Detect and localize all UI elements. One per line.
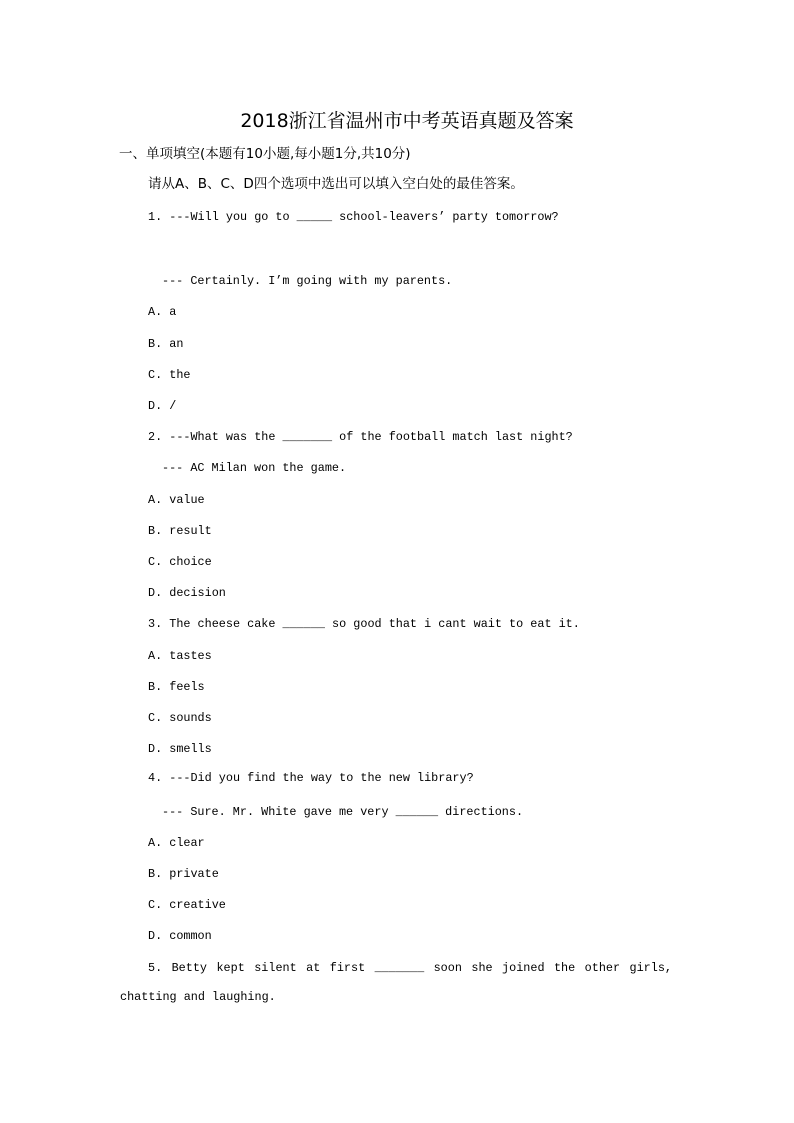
question-3-option: D. smells [148,742,212,756]
section-heading: 一、单项填空(本题有10小题,每小题1分,共10分) [119,146,411,162]
question-4-stem: 4. ---Did you find the way to the new library? [148,771,474,785]
question-1-option: A. a [148,305,177,319]
question-3-option: B. feels [148,680,205,694]
question-1-option: B. an [148,337,184,351]
question-4-option: B. private [148,867,219,881]
instruction: 请从A、B、C、D四个选项中选出可以填入空白处的最佳答案。 [148,176,524,192]
question-1-option: C. the [148,368,191,382]
document-title: 2018浙江省温州市中考英语真题及答案 [240,110,574,132]
question-2-option: B. result [148,524,212,538]
question-4-option: A. clear [148,836,205,850]
question-5-stem-continued: chatting and laughing. [120,990,276,1004]
question-3-stem: 3. The cheese cake ______ so good that i cant wait to eat it. [148,617,580,631]
question-3-option: C. sounds [148,711,212,725]
question-2-option: C. choice [148,555,212,569]
question-2-option: A. value [148,493,205,507]
question-3-option: A. tastes [148,649,212,663]
question-1-reply: --- Certainly. I’m going with my parents. [162,274,453,288]
question-4-reply: --- Sure. Mr. White gave me very ______ directions. [162,805,524,819]
question-4-option: D. common [148,929,212,943]
question-1-option: D. / [148,399,177,413]
question-1-stem: 1. ---Will you go to _____ school-leavers’ party tomorrow? [148,210,559,224]
question-2-reply: --- AC Milan won the game. [162,461,347,475]
question-2-option: D. decision [148,586,226,600]
question-4-option: C. creative [148,898,226,912]
question-5-stem: 5. Betty kept silent at first _______ soon she joined the other girls, [148,961,672,975]
question-2-stem: 2. ---What was the _______ of the football match last night? [148,430,573,444]
